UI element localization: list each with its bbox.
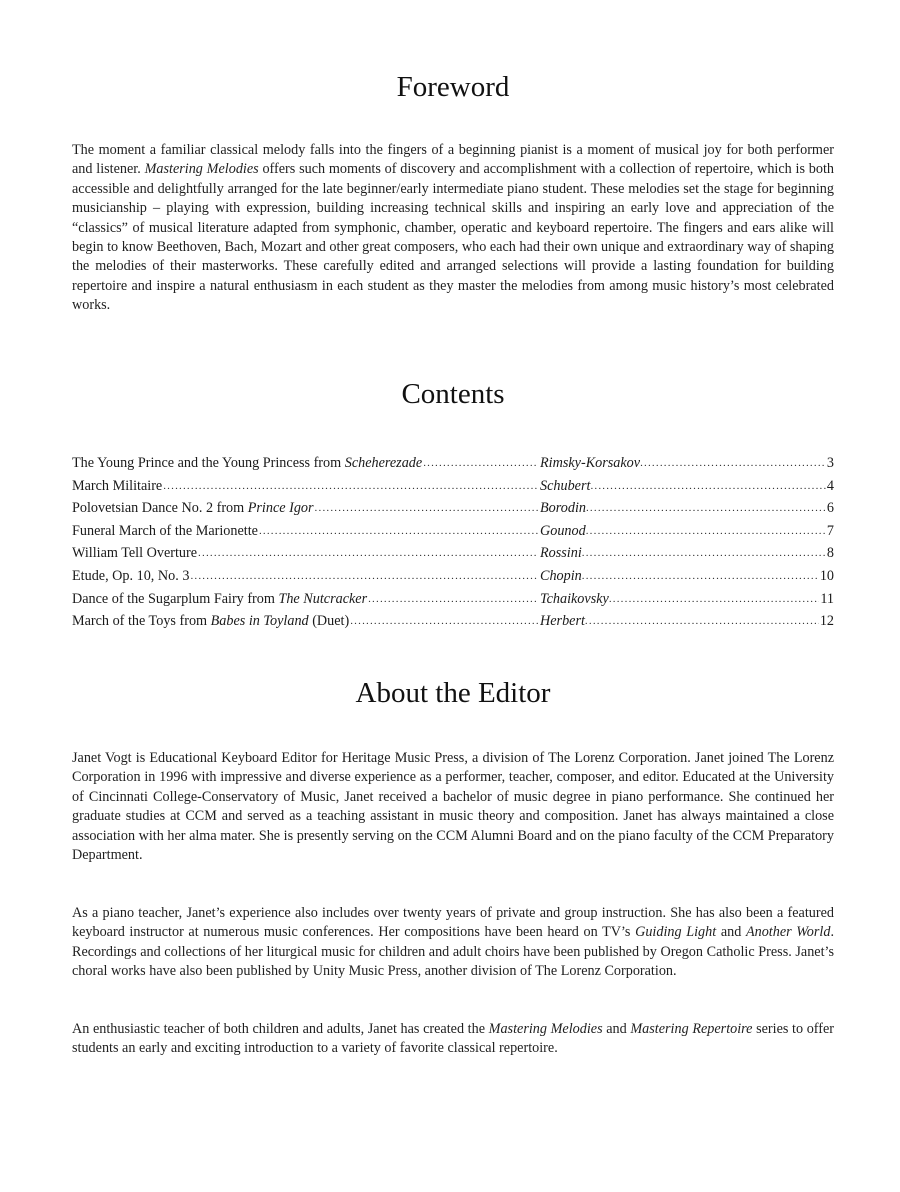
- contents-item-page: 3: [826, 455, 834, 471]
- contents-item-title: March of the Toys from Babes in Toyland (Duet): [72, 610, 350, 633]
- dot-leader: [163, 475, 538, 498]
- contents-item[interactable]: [72, 520, 834, 543]
- contents-item[interactable]: [72, 452, 834, 475]
- dot-leader: [586, 497, 826, 520]
- dot-leader: [590, 475, 825, 498]
- contents-item[interactable]: [72, 565, 834, 588]
- contents-item-page: 11: [820, 590, 834, 607]
- contents-list: [72, 452, 834, 633]
- dot-leader: [640, 452, 826, 475]
- contents-item[interactable]: [72, 610, 834, 633]
- contents-item-title: Dance of the Sugarplum Fairy from The Nutcracker: [72, 588, 368, 611]
- dot-leader: [585, 610, 819, 633]
- dot-leader: [350, 610, 538, 633]
- dot-leader: [190, 565, 538, 588]
- foreword-paragraph: [72, 141, 834, 316]
- about-editor-heading: About the Editor: [355, 677, 551, 709]
- foreword-text-c: offers such moments of discovery and accomplishment with a collection of repertoire, which is both accessible and delightfully arranged for the late beginner/early intermediate piano student. These melodies set the stage for beginning musicianship – playing with expression, building increasing technical skills and inspiring an early love and appreciation of the “classics” of musical literature adapted from symphonic, chamber, operatic and keyboard repertoire. The fingers and ears alike will begin to know Beethoven, Bach, Mozart and other great composers, who each had their own unique and extraordinary way of shaping the melodies of their masterworks. These carefully edited and arranged selections will provide a lasting foundation for building repertoire and inspire a natural enthusiasm in each student as they master the melodies from among music history’s most celebrated works.: [72, 161, 834, 314]
- contents-item[interactable]: [72, 588, 834, 611]
- dot-leader: [368, 588, 538, 611]
- contents-item-page: 6: [826, 500, 834, 517]
- contents-item-page: 7: [826, 522, 834, 539]
- contents-item[interactable]: [72, 475, 834, 498]
- about-editor-paragraph: As a piano teacher, Janet’s experience also includes over twenty years of private and group instruction. She has also been a featured keyboard instructor at numerous music conferences. Her compositions have been heard on TV’s Guiding Light and Another World. Recordings and collections of her liturgical music for children and adult choirs have been published by Oregon Catholic Press. Janet’s choral works have also been published by Unity Music Press, another division of The Lorenz Corporation.: [72, 905, 835, 980]
- contents-item-composer: Rimsky-Korsakov: [540, 455, 641, 471]
- contents-item-title: William Tell Overture: [72, 542, 198, 565]
- contents-item-title: Polovetsian Dance No. 2 from Prince Igor: [72, 497, 315, 520]
- contents-item-title: Funeral March of the Marionette: [72, 520, 259, 543]
- contents-item-title: Etude, Op. 10, No. 3: [72, 565, 190, 588]
- contents-item-composer: Tchaikovsky: [540, 590, 609, 607]
- contents-item-composer: Gounod: [540, 522, 586, 539]
- contents-item[interactable]: [72, 542, 834, 565]
- dot-leader: [609, 588, 820, 611]
- dot-leader: [315, 497, 538, 520]
- dot-leader: [423, 452, 538, 475]
- contents-item-page: 10: [819, 567, 834, 584]
- contents-item-title: The Young Prince and the Young Princess from Scheherezade: [72, 452, 423, 475]
- foreword-title-italic: Mastering Melodies: [144, 161, 259, 178]
- contents-item-composer: Herbert: [540, 613, 585, 630]
- foreword-heading: Foreword: [396, 71, 510, 103]
- dot-leader: [259, 520, 538, 543]
- about-editor-paragraph: Janet Vogt is Educational Keyboard Editor for Heritage Music Press, a division of The Lorenz Corporation. Janet joined The Lorenz Corporation in 1996 with impressive and diverse experience as a performer, teacher, composer, and editor. Educated at the University of Cincinnati College-Conservatory of Music, Janet received a bachelor of music degree in piano performance. She continued her graduate studies at CCM and served as a teaching assistant in music theory and composition. Janet has always maintained a close association with her alma mater. She is presently serving on the CCM Alumni Board and on the piano faculty of the CCM Preparatory Department.: [72, 750, 834, 864]
- contents-item-composer: Rossini: [540, 545, 582, 562]
- contents-item-page: 12: [819, 613, 834, 630]
- contents-item[interactable]: [72, 497, 834, 520]
- contents-item-composer: Chopin: [540, 567, 582, 584]
- dot-leader: [586, 520, 826, 543]
- contents-item-title: March Militaire: [72, 475, 163, 498]
- contents-heading: Contents: [401, 378, 505, 410]
- contents-item-page: 8: [826, 545, 834, 562]
- contents-item-composer: Schubert: [540, 477, 591, 494]
- contents-item-composer: Borodin: [540, 500, 586, 517]
- foreword-text-a: The moment a familiar classical melody falls into the fingers of a beginning pianist is a moment of musical joy for both performer and listener.: [72, 142, 834, 178]
- dot-leader: [198, 542, 538, 565]
- contents-item-page: 4: [826, 477, 834, 494]
- dot-leader: [582, 542, 826, 565]
- dot-leader: [582, 565, 819, 588]
- about-editor-paragraph: An enthusiastic teacher of both children and adults, Janet has created the Mastering Melodies and Mastering Repertoire series to offer students an early and exciting introduction to a variety of favorite classical repertoire.: [72, 1021, 835, 1057]
